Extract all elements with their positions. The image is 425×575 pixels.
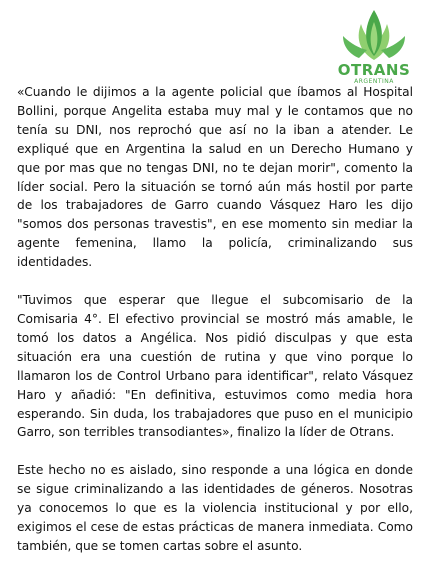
paragraph: Este hecho no es aislado, sino responde a una lógica en donde se sigue criminalizando a las identidades de géneros. Nosotras ya conocemos lo que es la violencia institucional y por ello, exigimos el cese de estas prácticas de manera inmediata. Como también, que se tomen cartas sobre el asunto. (17, 463, 413, 553)
logo-name: OTRANS (337, 61, 411, 79)
logo-subtitle: ARGENTINA (354, 78, 394, 85)
paragraph: "Tuvimos que esperar que llegue el subcomisario de la Comisaria 4°. El efectivo provincial se mostró más amable, le tomó los datos a Angélica. Nos pidió disculpas y que esta situación era una cuestión de rutina y que vino porque lo llamaron los de Control Urbano para identificar", relato Vásquez Haro y añadió: "En definitiva, estuvimos como media hora esperando. Sin duda, los trabajadores que puso en el municipio Garro, son terribles transodiantes», finalizo la líder de Otrans. (17, 293, 413, 440)
otrans-logo (331, 4, 417, 84)
leaf-flame-icon (331, 4, 417, 62)
paragraph: «Cuando le dijimos a la agente policial que íbamos al Hospital Bollini, porque Angelita estaba muy mal y le contamos que no tenía su DNI, nos reprochó que así no la iban a atender. Le expliqué que en Argentina la salud en un Derecho Humano y que por mas que no tengas DNI, no te dejan morir", comento la líder social. Pero la situación se tornó aún más hostil por parte de los trabajadores de Garro cuando Vásquez Haro les dijo "somos dos personas travestis", en ese momento sin mediar la agente femenina, llamo la policía, criminalizando sus identidades. (17, 85, 413, 270)
article-body (17, 83, 413, 575)
